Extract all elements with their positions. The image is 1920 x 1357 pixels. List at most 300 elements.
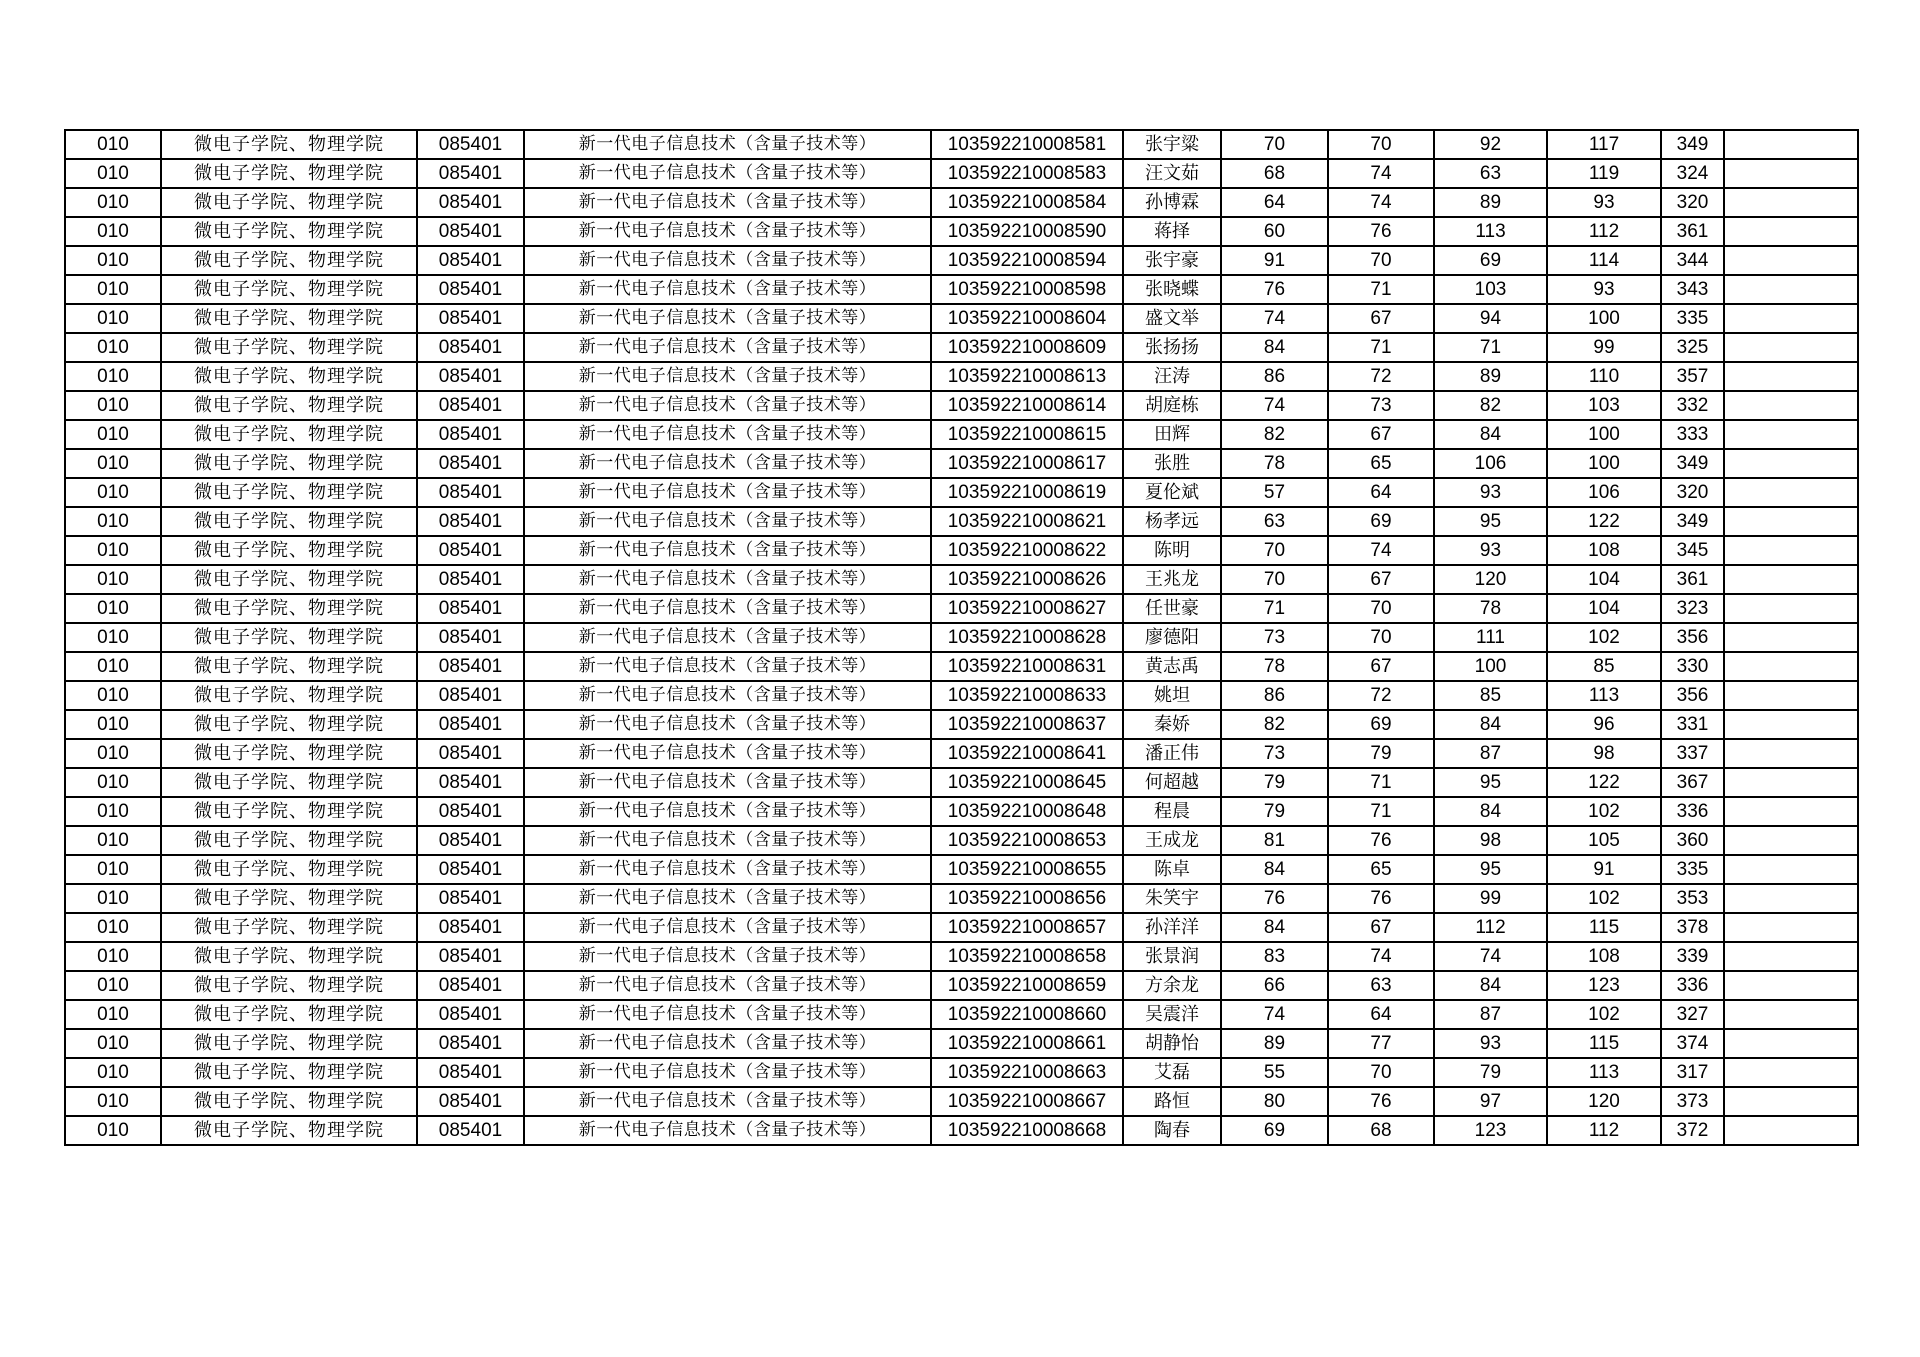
major-code-cell: 085401: [417, 130, 524, 159]
score-1-cell: 76: [1221, 275, 1328, 304]
score-4-cell: 120: [1547, 1087, 1661, 1116]
total-score-cell: 325: [1661, 333, 1724, 362]
major-name-cell: 新一代电子信息技术（含量子技术等）: [524, 652, 931, 681]
total-score-cell: 357: [1661, 362, 1724, 391]
major-code-cell: 085401: [417, 797, 524, 826]
major-name-cell: 新一代电子信息技术（含量子技术等）: [524, 797, 931, 826]
major-code-cell: 085401: [417, 710, 524, 739]
note-cell: [1724, 884, 1858, 913]
candidate-name-cell: 朱笑宇: [1123, 884, 1221, 913]
total-score-cell: 335: [1661, 304, 1724, 333]
total-score-cell: 344: [1661, 246, 1724, 275]
note-cell: [1724, 449, 1858, 478]
score-3-cell: 93: [1434, 536, 1547, 565]
major-code-cell: 085401: [417, 333, 524, 362]
exam-id-cell: 103592210008658: [931, 942, 1123, 971]
exam-id-cell: 103592210008641: [931, 739, 1123, 768]
candidate-name-cell: 孙洋洋: [1123, 913, 1221, 942]
table-row: [65, 855, 1858, 884]
score-3-cell: 95: [1434, 507, 1547, 536]
college-code-cell: 010: [65, 130, 161, 159]
score-4-cell: 85: [1547, 652, 1661, 681]
candidate-name-cell: 艾磊: [1123, 1058, 1221, 1087]
exam-id-cell: 103592210008663: [931, 1058, 1123, 1087]
exam-id-cell: 103592210008633: [931, 681, 1123, 710]
table-row: [65, 478, 1858, 507]
table-row: [65, 420, 1858, 449]
score-2-cell: 71: [1328, 333, 1434, 362]
exam-id-cell: 103592210008656: [931, 884, 1123, 913]
score-2-cell: 64: [1328, 478, 1434, 507]
score-3-cell: 93: [1434, 478, 1547, 507]
score-1-cell: 91: [1221, 246, 1328, 275]
major-name-cell: 新一代电子信息技术（含量子技术等）: [524, 594, 931, 623]
major-name-cell: 新一代电子信息技术（含量子技术等）: [524, 507, 931, 536]
college-code-cell: 010: [65, 275, 161, 304]
table-row: [65, 797, 1858, 826]
college-name-cell: 微电子学院、物理学院: [161, 188, 417, 217]
exam-id-cell: 103592210008626: [931, 565, 1123, 594]
college-name-cell: 微电子学院、物理学院: [161, 246, 417, 275]
candidate-name-cell: 陶春: [1123, 1116, 1221, 1145]
exam-id-cell: 103592210008622: [931, 536, 1123, 565]
exam-id-cell: 103592210008655: [931, 855, 1123, 884]
score-2-cell: 71: [1328, 797, 1434, 826]
score-1-cell: 78: [1221, 449, 1328, 478]
table-row: [65, 826, 1858, 855]
exam-id-cell: 103592210008648: [931, 797, 1123, 826]
score-3-cell: 93: [1434, 1029, 1547, 1058]
score-1-cell: 82: [1221, 710, 1328, 739]
college-name-cell: 微电子学院、物理学院: [161, 507, 417, 536]
major-code-cell: 085401: [417, 1029, 524, 1058]
college-code-cell: 010: [65, 1058, 161, 1087]
score-4-cell: 119: [1547, 159, 1661, 188]
major-name-cell: 新一代电子信息技术（含量子技术等）: [524, 304, 931, 333]
score-2-cell: 74: [1328, 536, 1434, 565]
college-code-cell: 010: [65, 159, 161, 188]
note-cell: [1724, 159, 1858, 188]
score-4-cell: 105: [1547, 826, 1661, 855]
candidate-name-cell: 张宇豪: [1123, 246, 1221, 275]
score-1-cell: 57: [1221, 478, 1328, 507]
college-name-cell: 微电子学院、物理学院: [161, 217, 417, 246]
note-cell: [1724, 391, 1858, 420]
college-code-cell: 010: [65, 623, 161, 652]
major-name-cell: 新一代电子信息技术（含量子技术等）: [524, 710, 931, 739]
score-3-cell: 84: [1434, 710, 1547, 739]
college-name-cell: 微电子学院、物理学院: [161, 1116, 417, 1145]
major-name-cell: 新一代电子信息技术（含量子技术等）: [524, 565, 931, 594]
score-table: [64, 129, 1859, 1146]
major-name-cell: 新一代电子信息技术（含量子技术等）: [524, 942, 931, 971]
major-code-cell: 085401: [417, 971, 524, 1000]
candidate-name-cell: 方余龙: [1123, 971, 1221, 1000]
total-score-cell: 356: [1661, 681, 1724, 710]
major-name-cell: 新一代电子信息技术（含量子技术等）: [524, 826, 931, 855]
college-name-cell: 微电子学院、物理学院: [161, 855, 417, 884]
score-4-cell: 102: [1547, 797, 1661, 826]
candidate-name-cell: 蒋择: [1123, 217, 1221, 246]
candidate-name-cell: 王兆龙: [1123, 565, 1221, 594]
candidate-name-cell: 汪涛: [1123, 362, 1221, 391]
total-score-cell: 320: [1661, 188, 1724, 217]
score-2-cell: 67: [1328, 420, 1434, 449]
major-code-cell: 085401: [417, 536, 524, 565]
score-4-cell: 98: [1547, 739, 1661, 768]
college-code-cell: 010: [65, 507, 161, 536]
candidate-name-cell: 胡庭栋: [1123, 391, 1221, 420]
score-3-cell: 95: [1434, 855, 1547, 884]
exam-id-cell: 103592210008584: [931, 188, 1123, 217]
score-2-cell: 68: [1328, 1116, 1434, 1145]
college-name-cell: 微电子学院、物理学院: [161, 623, 417, 652]
candidate-name-cell: 张胜: [1123, 449, 1221, 478]
note-cell: [1724, 246, 1858, 275]
note-cell: [1724, 913, 1858, 942]
score-4-cell: 110: [1547, 362, 1661, 391]
candidate-name-cell: 汪文茹: [1123, 159, 1221, 188]
total-score-cell: 367: [1661, 768, 1724, 797]
score-1-cell: 60: [1221, 217, 1328, 246]
table-row: [65, 536, 1858, 565]
exam-id-cell: 103592210008594: [931, 246, 1123, 275]
score-2-cell: 76: [1328, 1087, 1434, 1116]
table-row: [65, 971, 1858, 1000]
score-3-cell: 84: [1434, 971, 1547, 1000]
exam-id-cell: 103592210008627: [931, 594, 1123, 623]
table-row: [65, 710, 1858, 739]
score-1-cell: 68: [1221, 159, 1328, 188]
total-score-cell: 336: [1661, 797, 1724, 826]
score-1-cell: 79: [1221, 768, 1328, 797]
score-4-cell: 113: [1547, 681, 1661, 710]
score-3-cell: 87: [1434, 739, 1547, 768]
major-name-cell: 新一代电子信息技术（含量子技术等）: [524, 130, 931, 159]
college-name-cell: 微电子学院、物理学院: [161, 420, 417, 449]
major-code-cell: 085401: [417, 420, 524, 449]
major-name-cell: 新一代电子信息技术（含量子技术等）: [524, 884, 931, 913]
college-name-cell: 微电子学院、物理学院: [161, 739, 417, 768]
college-name-cell: 微电子学院、物理学院: [161, 1000, 417, 1029]
college-name-cell: 微电子学院、物理学院: [161, 362, 417, 391]
table-row: [65, 304, 1858, 333]
score-3-cell: 84: [1434, 420, 1547, 449]
candidate-name-cell: 盛文举: [1123, 304, 1221, 333]
score-2-cell: 69: [1328, 507, 1434, 536]
note-cell: [1724, 217, 1858, 246]
college-name-cell: 微电子学院、物理学院: [161, 1029, 417, 1058]
score-4-cell: 93: [1547, 275, 1661, 304]
score-1-cell: 86: [1221, 681, 1328, 710]
note-cell: [1724, 333, 1858, 362]
college-name-cell: 微电子学院、物理学院: [161, 1058, 417, 1087]
score-4-cell: 114: [1547, 246, 1661, 275]
major-code-cell: 085401: [417, 913, 524, 942]
score-2-cell: 70: [1328, 1058, 1434, 1087]
college-name-cell: 微电子学院、物理学院: [161, 942, 417, 971]
table-row: [65, 652, 1858, 681]
table-row: [65, 188, 1858, 217]
score-1-cell: 69: [1221, 1116, 1328, 1145]
table-row: [65, 246, 1858, 275]
candidate-name-cell: 姚坦: [1123, 681, 1221, 710]
candidate-name-cell: 陈明: [1123, 536, 1221, 565]
score-2-cell: 72: [1328, 681, 1434, 710]
exam-id-cell: 103592210008619: [931, 478, 1123, 507]
table-row: [65, 159, 1858, 188]
score-3-cell: 74: [1434, 942, 1547, 971]
score-2-cell: 74: [1328, 188, 1434, 217]
score-4-cell: 102: [1547, 884, 1661, 913]
table-row: [65, 768, 1858, 797]
note-cell: [1724, 536, 1858, 565]
note-cell: [1724, 826, 1858, 855]
table-row: [65, 1058, 1858, 1087]
score-1-cell: 78: [1221, 652, 1328, 681]
exam-id-cell: 103592210008617: [931, 449, 1123, 478]
note-cell: [1724, 304, 1858, 333]
score-2-cell: 71: [1328, 768, 1434, 797]
score-1-cell: 70: [1221, 536, 1328, 565]
major-name-cell: 新一代电子信息技术（含量子技术等）: [524, 536, 931, 565]
major-code-cell: 085401: [417, 478, 524, 507]
college-name-cell: 微电子学院、物理学院: [161, 768, 417, 797]
note-cell: [1724, 594, 1858, 623]
college-name-cell: 微电子学院、物理学院: [161, 971, 417, 1000]
total-score-cell: 349: [1661, 449, 1724, 478]
score-3-cell: 120: [1434, 565, 1547, 594]
major-name-cell: 新一代电子信息技术（含量子技术等）: [524, 391, 931, 420]
major-code-cell: 085401: [417, 942, 524, 971]
major-code-cell: 085401: [417, 739, 524, 768]
college-code-cell: 010: [65, 420, 161, 449]
candidate-name-cell: 路恒: [1123, 1087, 1221, 1116]
score-4-cell: 102: [1547, 1000, 1661, 1029]
total-score-cell: 320: [1661, 478, 1724, 507]
score-1-cell: 64: [1221, 188, 1328, 217]
total-score-cell: 327: [1661, 1000, 1724, 1029]
college-name-cell: 微电子学院、物理学院: [161, 304, 417, 333]
score-1-cell: 81: [1221, 826, 1328, 855]
major-code-cell: 085401: [417, 1000, 524, 1029]
total-score-cell: 317: [1661, 1058, 1724, 1087]
total-score-cell: 372: [1661, 1116, 1724, 1145]
score-3-cell: 69: [1434, 246, 1547, 275]
score-3-cell: 94: [1434, 304, 1547, 333]
score-4-cell: 100: [1547, 449, 1661, 478]
score-3-cell: 92: [1434, 130, 1547, 159]
score-2-cell: 70: [1328, 246, 1434, 275]
table-row: [65, 130, 1858, 159]
college-code-cell: 010: [65, 478, 161, 507]
score-2-cell: 64: [1328, 1000, 1434, 1029]
score-1-cell: 66: [1221, 971, 1328, 1000]
college-code-cell: 010: [65, 768, 161, 797]
college-name-cell: 微电子学院、物理学院: [161, 275, 417, 304]
exam-id-cell: 103592210008613: [931, 362, 1123, 391]
college-code-cell: 010: [65, 826, 161, 855]
score-1-cell: 63: [1221, 507, 1328, 536]
score-4-cell: 113: [1547, 1058, 1661, 1087]
exam-id-cell: 103592210008653: [931, 826, 1123, 855]
exam-id-cell: 103592210008581: [931, 130, 1123, 159]
exam-id-cell: 103592210008598: [931, 275, 1123, 304]
score-4-cell: 102: [1547, 623, 1661, 652]
candidate-name-cell: 程晨: [1123, 797, 1221, 826]
score-2-cell: 67: [1328, 913, 1434, 942]
college-code-cell: 010: [65, 449, 161, 478]
note-cell: [1724, 739, 1858, 768]
score-3-cell: 123: [1434, 1116, 1547, 1145]
score-3-cell: 100: [1434, 652, 1547, 681]
major-name-cell: 新一代电子信息技术（含量子技术等）: [524, 971, 931, 1000]
total-score-cell: 349: [1661, 507, 1724, 536]
major-name-cell: 新一代电子信息技术（含量子技术等）: [524, 768, 931, 797]
college-code-cell: 010: [65, 594, 161, 623]
college-code-cell: 010: [65, 942, 161, 971]
college-code-cell: 010: [65, 391, 161, 420]
major-code-cell: 085401: [417, 1116, 524, 1145]
score-2-cell: 63: [1328, 971, 1434, 1000]
score-4-cell: 96: [1547, 710, 1661, 739]
note-cell: [1724, 1058, 1858, 1087]
total-score-cell: 361: [1661, 217, 1724, 246]
score-1-cell: 80: [1221, 1087, 1328, 1116]
major-name-cell: 新一代电子信息技术（含量子技术等）: [524, 739, 931, 768]
college-code-cell: 010: [65, 797, 161, 826]
college-name-cell: 微电子学院、物理学院: [161, 333, 417, 362]
major-code-cell: 085401: [417, 304, 524, 333]
exam-id-cell: 103592210008637: [931, 710, 1123, 739]
score-3-cell: 79: [1434, 1058, 1547, 1087]
total-score-cell: 324: [1661, 159, 1724, 188]
total-score-cell: 361: [1661, 565, 1724, 594]
note-cell: [1724, 652, 1858, 681]
college-name-cell: 微电子学院、物理学院: [161, 130, 417, 159]
table-row: [65, 1087, 1858, 1116]
score-2-cell: 77: [1328, 1029, 1434, 1058]
exam-id-cell: 103592210008615: [931, 420, 1123, 449]
score-1-cell: 89: [1221, 1029, 1328, 1058]
major-code-cell: 085401: [417, 652, 524, 681]
score-2-cell: 72: [1328, 362, 1434, 391]
major-code-cell: 085401: [417, 681, 524, 710]
score-3-cell: 89: [1434, 362, 1547, 391]
score-3-cell: 98: [1434, 826, 1547, 855]
table-row: [65, 913, 1858, 942]
candidate-name-cell: 任世豪: [1123, 594, 1221, 623]
major-name-cell: 新一代电子信息技术（含量子技术等）: [524, 623, 931, 652]
exam-id-cell: 103592210008590: [931, 217, 1123, 246]
college-name-cell: 微电子学院、物理学院: [161, 478, 417, 507]
score-3-cell: 71: [1434, 333, 1547, 362]
score-3-cell: 106: [1434, 449, 1547, 478]
total-score-cell: 353: [1661, 884, 1724, 913]
candidate-name-cell: 胡静怡: [1123, 1029, 1221, 1058]
total-score-cell: 335: [1661, 855, 1724, 884]
note-cell: [1724, 797, 1858, 826]
college-code-cell: 010: [65, 971, 161, 1000]
score-4-cell: 122: [1547, 768, 1661, 797]
major-name-cell: 新一代电子信息技术（含量子技术等）: [524, 275, 931, 304]
candidate-name-cell: 潘正伟: [1123, 739, 1221, 768]
score-2-cell: 76: [1328, 217, 1434, 246]
score-3-cell: 99: [1434, 884, 1547, 913]
score-1-cell: 76: [1221, 884, 1328, 913]
college-code-cell: 010: [65, 652, 161, 681]
score-3-cell: 82: [1434, 391, 1547, 420]
major-code-cell: 085401: [417, 884, 524, 913]
total-score-cell: 330: [1661, 652, 1724, 681]
college-code-cell: 010: [65, 536, 161, 565]
table-row: [65, 507, 1858, 536]
major-name-cell: 新一代电子信息技术（含量子技术等）: [524, 246, 931, 275]
total-score-cell: 331: [1661, 710, 1724, 739]
major-name-cell: 新一代电子信息技术（含量子技术等）: [524, 188, 931, 217]
major-code-cell: 085401: [417, 855, 524, 884]
score-2-cell: 79: [1328, 739, 1434, 768]
total-score-cell: 333: [1661, 420, 1724, 449]
note-cell: [1724, 362, 1858, 391]
note-cell: [1724, 681, 1858, 710]
note-cell: [1724, 710, 1858, 739]
note-cell: [1724, 768, 1858, 797]
score-1-cell: 84: [1221, 855, 1328, 884]
candidate-name-cell: 秦娇: [1123, 710, 1221, 739]
college-code-cell: 010: [65, 333, 161, 362]
major-name-cell: 新一代电子信息技术（含量子技术等）: [524, 1000, 931, 1029]
major-name-cell: 新一代电子信息技术（含量子技术等）: [524, 362, 931, 391]
major-code-cell: 085401: [417, 565, 524, 594]
college-code-cell: 010: [65, 188, 161, 217]
score-2-cell: 76: [1328, 884, 1434, 913]
candidate-name-cell: 张扬扬: [1123, 333, 1221, 362]
total-score-cell: 374: [1661, 1029, 1724, 1058]
total-score-cell: 349: [1661, 130, 1724, 159]
note-cell: [1724, 855, 1858, 884]
major-name-cell: 新一代电子信息技术（含量子技术等）: [524, 681, 931, 710]
candidate-name-cell: 夏伦斌: [1123, 478, 1221, 507]
score-1-cell: 79: [1221, 797, 1328, 826]
candidate-name-cell: 孙博霖: [1123, 188, 1221, 217]
major-code-cell: 085401: [417, 391, 524, 420]
candidate-name-cell: 黄志禹: [1123, 652, 1221, 681]
major-name-cell: 新一代电子信息技术（含量子技术等）: [524, 420, 931, 449]
college-name-cell: 微电子学院、物理学院: [161, 913, 417, 942]
major-name-cell: 新一代电子信息技术（含量子技术等）: [524, 449, 931, 478]
exam-id-cell: 103592210008660: [931, 1000, 1123, 1029]
college-code-cell: 010: [65, 304, 161, 333]
college-code-cell: 010: [65, 362, 161, 391]
score-4-cell: 91: [1547, 855, 1661, 884]
table-row: [65, 1029, 1858, 1058]
note-cell: [1724, 507, 1858, 536]
total-score-cell: 356: [1661, 623, 1724, 652]
table-row: [65, 681, 1858, 710]
college-name-cell: 微电子学院、物理学院: [161, 391, 417, 420]
score-2-cell: 67: [1328, 304, 1434, 333]
score-2-cell: 76: [1328, 826, 1434, 855]
college-name-cell: 微电子学院、物理学院: [161, 449, 417, 478]
exam-id-cell: 103592210008628: [931, 623, 1123, 652]
score-3-cell: 95: [1434, 768, 1547, 797]
exam-id-cell: 103592210008667: [931, 1087, 1123, 1116]
exam-id-cell: 103592210008659: [931, 971, 1123, 1000]
score-3-cell: 103: [1434, 275, 1547, 304]
major-name-cell: 新一代电子信息技术（含量子技术等）: [524, 855, 931, 884]
candidate-name-cell: 张晓蝶: [1123, 275, 1221, 304]
